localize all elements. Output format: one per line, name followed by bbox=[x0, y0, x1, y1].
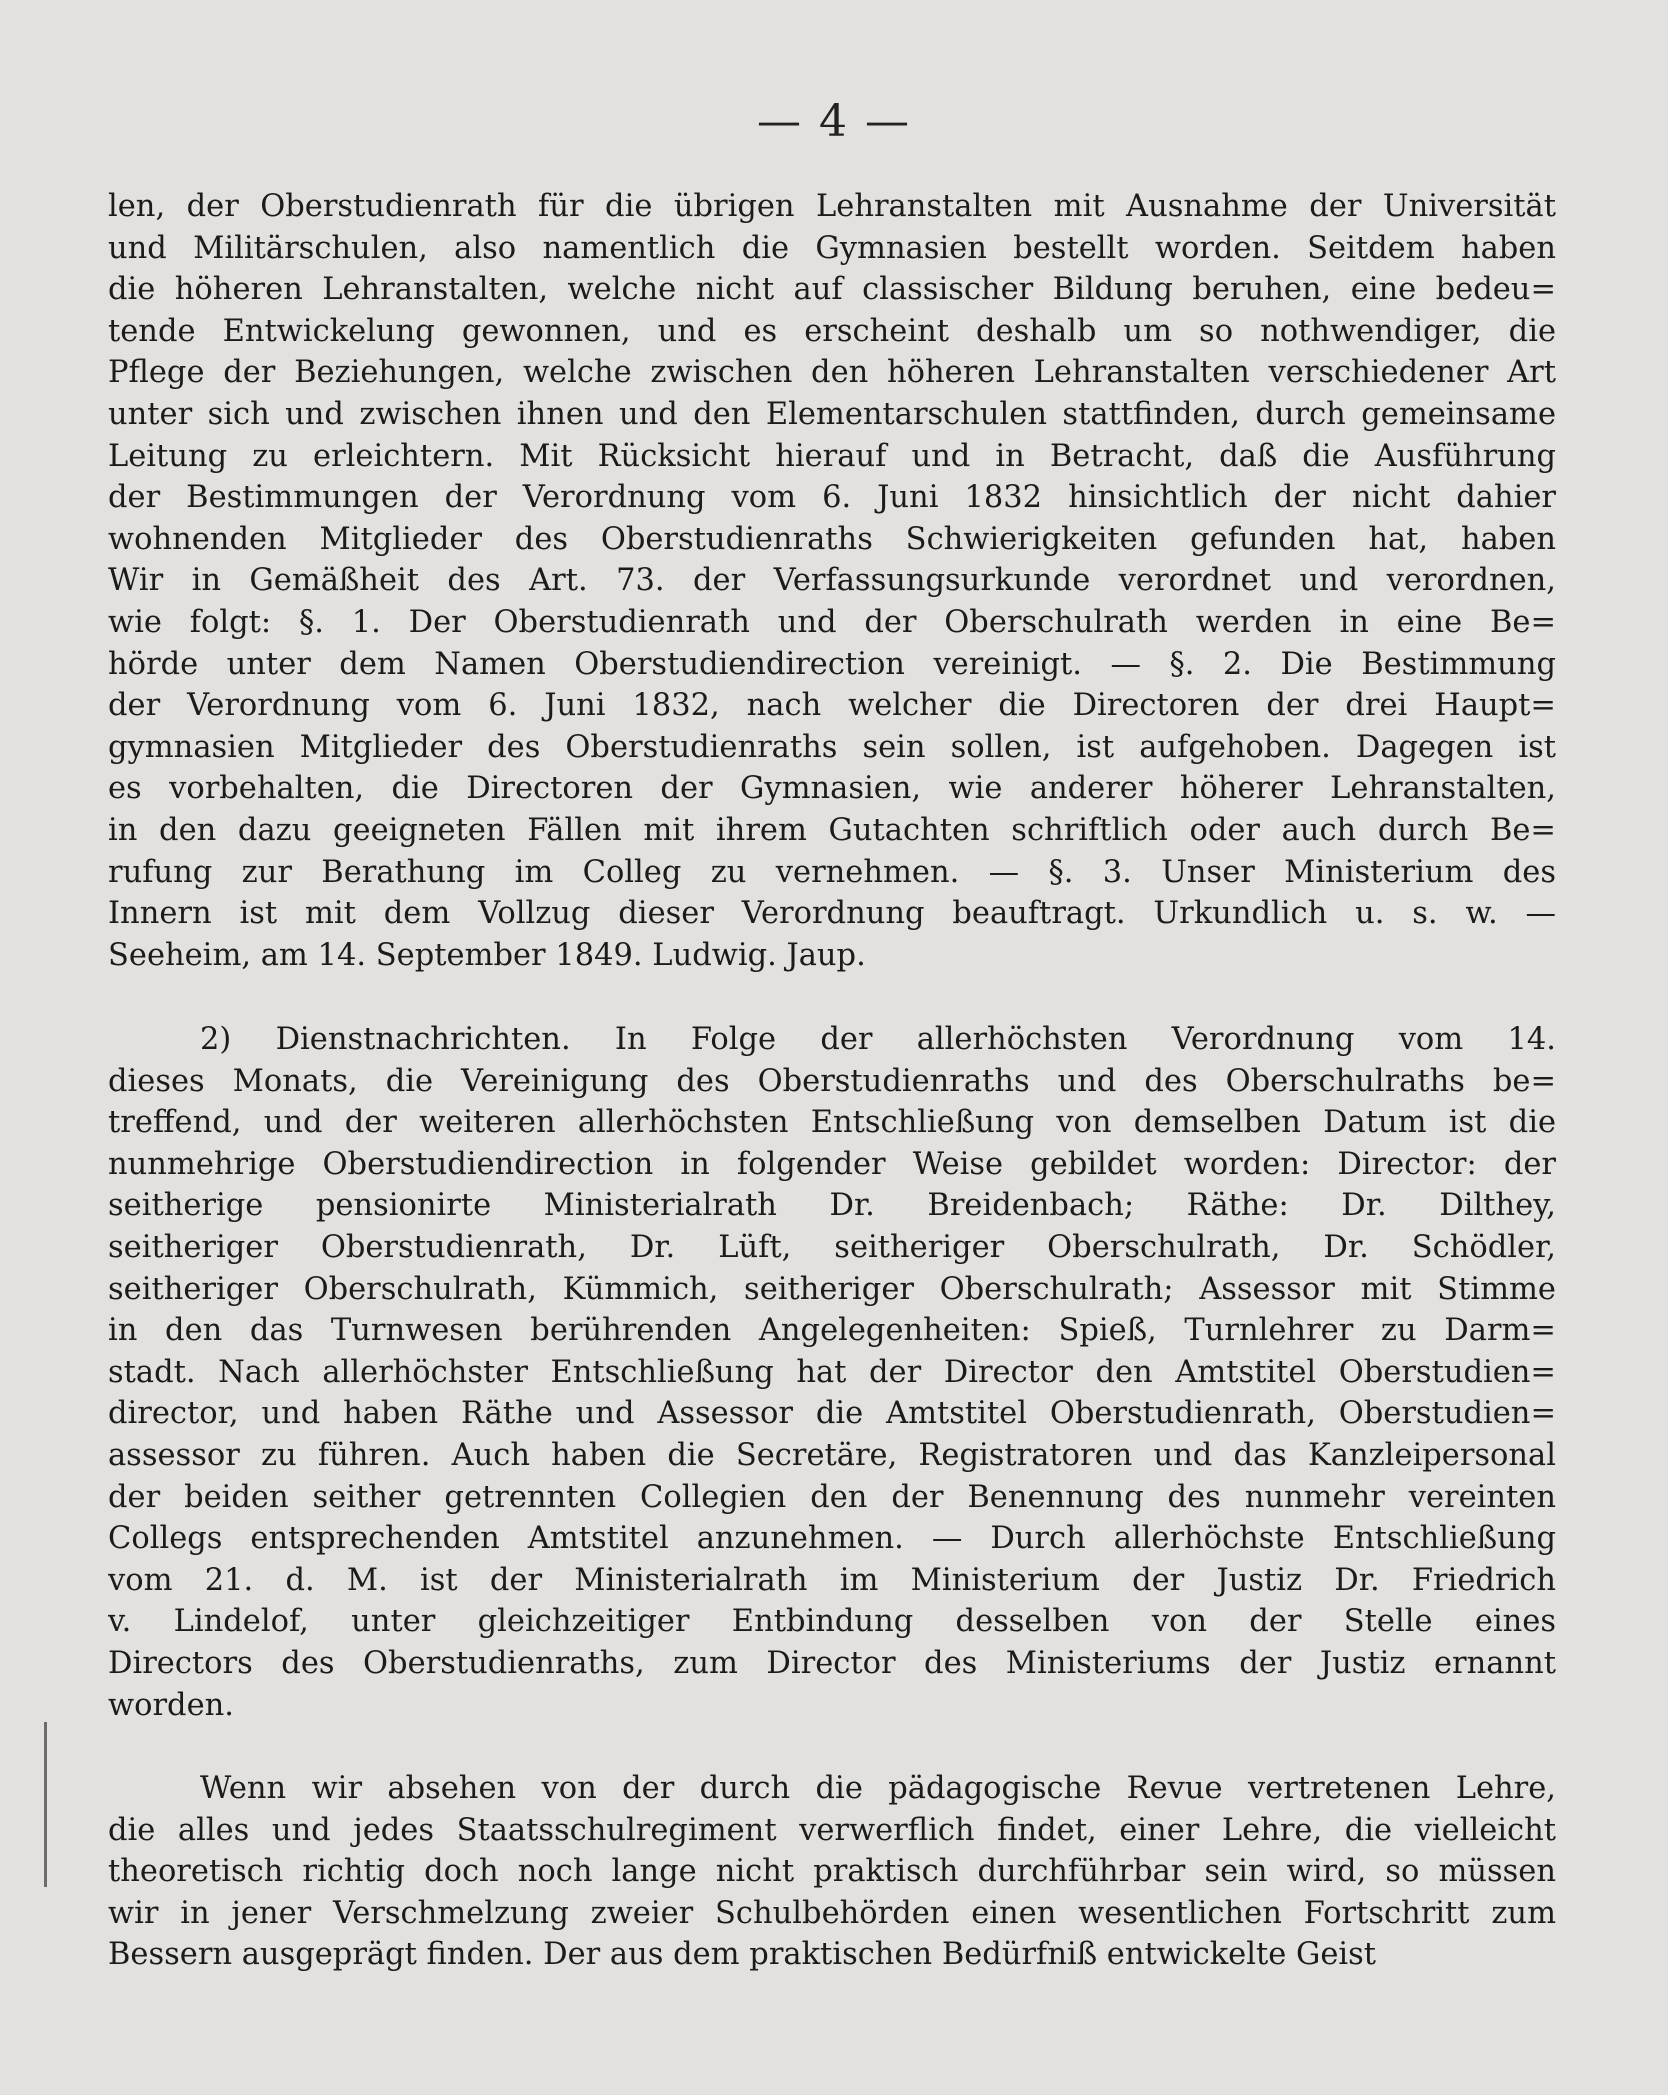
text-line: Innern ist mit dem Vollzug dieser Verordnung beauftragt. Urkundlich u. s. w. — bbox=[108, 896, 1556, 932]
text-line: wie folgt: §. 1. Der Oberstudienrath und der Oberschulrath werden in eine Be= bbox=[108, 604, 1556, 640]
text-line: v. Lindelof, unter gleichzeitiger Entbindung desselben von der Stelle eines bbox=[108, 1604, 1556, 1640]
paragraph-commentary bbox=[108, 1768, 1556, 1976]
text-line: Wenn wir absehen von der durch die pädagogische Revue vertretenen Lehre, bbox=[200, 1771, 1556, 1806]
text-line: wohnenden Mitglieder des Oberstudienraths Schwierigkeiten gefunden hat, haben bbox=[108, 521, 1556, 557]
text-line: Collegs entsprechenden Amtstitel anzunehmen. — Durch allerhöchste Entschließung bbox=[108, 1521, 1556, 1557]
page-number-header: — 4 — bbox=[757, 96, 911, 147]
margin-pencil-mark bbox=[44, 1722, 47, 1887]
text-line: theoretisch richtig doch noch lange nicht praktisch durchführbar sein wird, so müssen bbox=[108, 1854, 1556, 1890]
text-line: in den dazu geeigneten Fällen mit ihrem Gutachten schriftlich oder auch durch Be= bbox=[108, 812, 1556, 848]
text-line: dieses Monats, die Vereinigung des Oberstudienraths und des Oberschulraths be= bbox=[108, 1063, 1556, 1099]
text-line: len, der Oberstudienrath für die übrigen Lehranstalten mit Ausnahme der Universität bbox=[108, 189, 1556, 224]
text-line: die höheren Lehranstalten, welche nicht auf classischer Bildung beruhen, eine bedeu= bbox=[108, 272, 1556, 308]
text-line: tende Entwickelung gewonnen, und es erscheint deshalb um so nothwendiger, die bbox=[108, 313, 1556, 349]
text-line: Directors des Oberstudienraths, zum Director des Ministeriums der Justiz ernannt bbox=[108, 1645, 1556, 1681]
text-line: Wir in Gemäßheit des Art. 73. der Verfassungsurkunde verordnet und verordnen, bbox=[108, 563, 1556, 599]
text-line: hörde unter dem Namen Oberstudiendirection vereinigt. — §. 2. Die Bestimmung bbox=[108, 646, 1556, 682]
text-line: der Verordnung vom 6. Juni 1832, nach welcher die Directoren der drei Haupt= bbox=[108, 688, 1556, 724]
text-line: treffend, und der weiteren allerhöchsten Entschließung von demselben Datum ist die bbox=[108, 1105, 1556, 1141]
text-line: in den das Turnwesen berührenden Angelegenheiten: Spieß, Turnlehrer zu Darm= bbox=[108, 1313, 1556, 1349]
text-line: der beiden seither getrennten Collegien den der Benennung des nunmehr vereinten bbox=[108, 1479, 1556, 1515]
text-line: stadt. Nach allerhöchster Entschließung hat der Director den Amtstitel Oberstudien= bbox=[108, 1354, 1556, 1390]
text-line: die alles und jedes Staatsschulregiment verwerflich findet, einer Lehre, die vielleicht bbox=[108, 1812, 1556, 1848]
text-line: 2) Dienstnachrichten. In Folge der allerhöchsten Verordnung vom 14. bbox=[200, 1022, 1556, 1057]
text-line: worden. bbox=[108, 1687, 234, 1723]
text-line: Leitung zu erleichtern. Mit Rücksicht hierauf und in Betracht, daß die Ausführung bbox=[108, 438, 1556, 474]
text-line: seitheriger Oberstudienrath, Dr. Lüft, seitheriger Oberschulrath, Dr. Schödler, bbox=[108, 1229, 1556, 1265]
text-line: Seeheim, am 14. September 1849. Ludwig. Jaup. bbox=[108, 937, 866, 973]
paragraph-decree bbox=[108, 186, 1556, 976]
text-line: director, und haben Räthe und Assessor die Amtstitel Oberstudienrath, Oberstudien= bbox=[108, 1396, 1556, 1432]
text-line: seitherige pensionirte Ministerialrath Dr. Breidenbach; Räthe: Dr. Dilthey, bbox=[108, 1188, 1556, 1224]
paragraph-service-news bbox=[108, 1019, 1556, 1726]
text-line: es vorbehalten, die Directoren der Gymnasien, wie anderer höherer Lehranstalten, bbox=[108, 771, 1556, 807]
text-line: wir in jener Verschmelzung zweier Schulbehörden einen wesentlichen Fortschritt zum bbox=[108, 1895, 1556, 1931]
text-line: Bessern ausgeprägt finden. Der aus dem praktischen Bedürfniß entwickelte Geist bbox=[108, 1937, 1377, 1973]
text-line: vom 21. d. M. ist der Ministerialrath im Ministerium der Justiz Dr. Friedrich bbox=[108, 1562, 1556, 1598]
text-line: rufung zur Berathung im Colleg zu vernehmen. — §. 3. Unser Ministerium des bbox=[108, 854, 1556, 890]
text-line: unter sich und zwischen ihnen und den Elementarschulen stattfinden, durch gemeinsame bbox=[108, 396, 1556, 432]
text-line: nunmehrige Oberstudiendirection in folgender Weise gebildet worden: Director: der bbox=[108, 1146, 1556, 1182]
text-line: und Militärschulen, also namentlich die Gymnasien bestellt worden. Seitdem haben bbox=[108, 230, 1556, 266]
text-line: gymnasien Mitglieder des Oberstudienraths sein sollen, ist aufgehoben. Dagegen ist bbox=[108, 729, 1556, 765]
text-line: Pflege der Beziehungen, welche zwischen den höheren Lehranstalten verschiedener Art bbox=[108, 355, 1556, 391]
text-line: der Bestimmungen der Verordnung vom 6. Juni 1832 hinsichtlich der nicht dahier bbox=[108, 480, 1556, 516]
text-line: seitheriger Oberschulrath, Kümmich, seitheriger Oberschulrath; Assessor mit Stimme bbox=[108, 1271, 1556, 1307]
text-line: assessor zu führen. Auch haben die Secretäre, Registratoren und das Kanzleipersonal bbox=[108, 1437, 1556, 1473]
